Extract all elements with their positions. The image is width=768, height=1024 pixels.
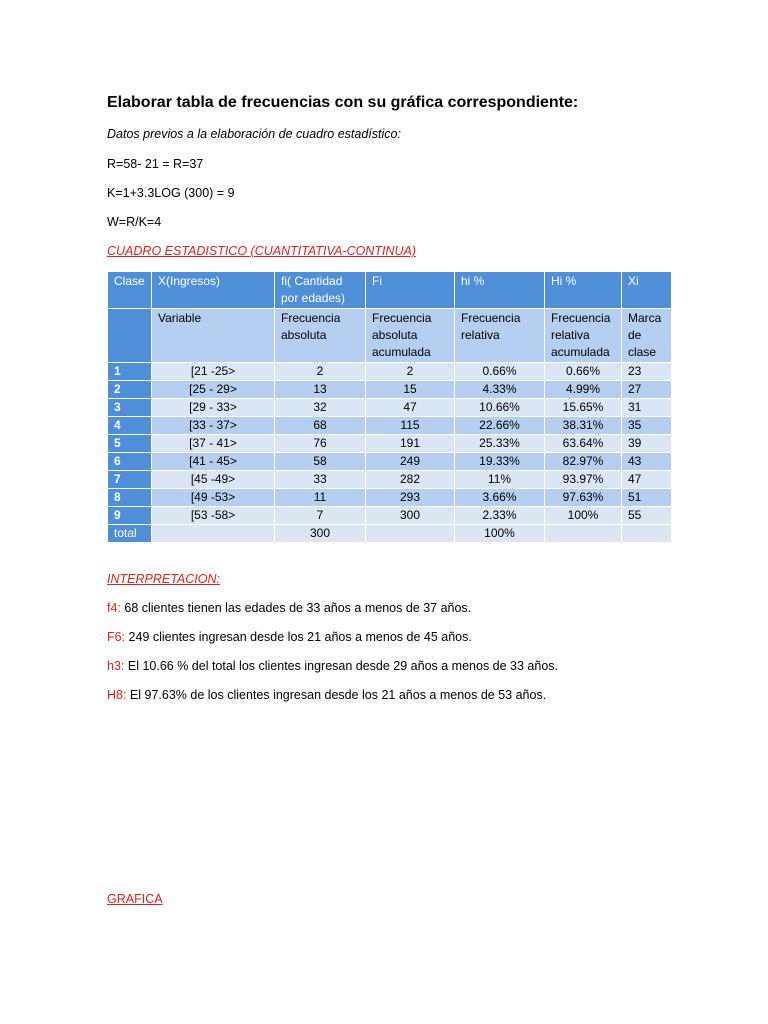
table-cell: 32 [275,399,366,417]
table-cell: [53 -58> [152,507,275,525]
table-cell: 39 [622,435,672,453]
subheader-cell: Frecuencia relativa [455,309,545,363]
header-cell: Fi [366,272,455,309]
table-cell: 33 [275,471,366,489]
table-cell: [45 -49> [152,471,275,489]
table-cell: 2 [366,363,455,381]
class-number: 1 [108,363,152,381]
total-row [108,525,672,543]
class-number: 2 [108,381,152,399]
table-cell: 0.66% [545,363,622,381]
subheader-cell: Variable [152,309,275,363]
class-number: 4 [108,417,152,435]
table-cell: 249 [366,453,455,471]
table-cell: 2.33% [455,507,545,525]
subheader-cell: Frecuencia relativa acumulada [545,309,622,363]
interpretation-item [107,630,472,644]
class-number: 8 [108,489,152,507]
table-cell: 100% [545,507,622,525]
table-cell: 293 [366,489,455,507]
table-row [108,417,672,435]
table-cell [366,525,455,543]
header-cell: Hi % [545,272,622,309]
table-cell: 7 [275,507,366,525]
interpretation-text: 249 clientes ingresan desde los 21 años a menos de 45 años. [125,630,472,644]
table-row [108,363,672,381]
table-row [108,471,672,489]
table-cell: 58 [275,453,366,471]
interpretation-key: H8: [107,688,127,702]
table-subheader-row [108,309,672,363]
total-hi: 100% [455,525,545,543]
k-formula: K=1+3.3LOG (300) = 9 [107,186,235,200]
table-cell: 10.66% [455,399,545,417]
table-cell: 63.64% [545,435,622,453]
table-cell: 115 [366,417,455,435]
interpretation-text: El 10.66 % del total los clientes ingresan desde 29 años a menos de 33 años. [124,659,559,673]
subheader-cell: Frecuencia absoluta acumulada [366,309,455,363]
table-cell: 23 [622,363,672,381]
page-title: Elaborar tabla de frecuencias con su gráfica correspondiente: [107,94,579,111]
table-cell: 97.63% [545,489,622,507]
table-cell: 47 [622,471,672,489]
table-cell: 11 [275,489,366,507]
interpretation-text: El 97.63% de los clientes ingresan desde los 21 años a menos de 53 años. [126,688,547,702]
class-number: 5 [108,435,152,453]
table-cell: 27 [622,381,672,399]
table-cell: 13 [275,381,366,399]
class-number: 7 [108,471,152,489]
interpretation-item [107,659,558,673]
table-cell: 22.66% [455,417,545,435]
table-cell: 19.33% [455,453,545,471]
table-row [108,399,672,417]
header-cell: hi % [455,272,545,309]
total-label: total [108,525,152,543]
intro-text: Datos previos a la elaboración de cuadro estadístico: [107,127,401,141]
table-cell: 31 [622,399,672,417]
interpretation-item [107,688,546,702]
class-number: 3 [108,399,152,417]
table-cell [152,525,275,543]
subheader-cell [108,309,152,363]
table-cell: 47 [366,399,455,417]
table-cell: 76 [275,435,366,453]
w-formula: W=R/K=4 [107,215,162,229]
chart-title: GRAFICA [107,892,163,906]
range-formula: R=58- 21 = R=37 [107,157,204,171]
table-row [108,381,672,399]
table-cell: 43 [622,453,672,471]
header-cell: Clase [108,272,152,309]
subheader-cell: Frecuencia absoluta [275,309,366,363]
table-cell: 282 [366,471,455,489]
table-cell: 2 [275,363,366,381]
table-cell: 15.65% [545,399,622,417]
table-row [108,489,672,507]
table-cell: 15 [366,381,455,399]
interpretation-key: f4: [107,601,121,615]
interpretation-text: 68 clientes tienen las edades de 33 años a menos de 37 años. [120,601,472,615]
table-cell: 4.33% [455,381,545,399]
table-cell: 93.97% [545,471,622,489]
table-cell: 68 [275,417,366,435]
frequency-table [107,271,672,543]
header-cell: Xi [622,272,672,309]
table-cell: 11% [455,471,545,489]
table-cell: 0.66% [455,363,545,381]
table-cell: 55 [622,507,672,525]
table-row [108,435,672,453]
table-header-row [108,272,672,309]
table-cell: [41 - 45> [152,453,275,471]
table-cell: 4.99% [545,381,622,399]
table-cell: [37 - 41> [152,435,275,453]
interpretation-item [107,601,471,615]
header-cell: X(Ingresos) [152,272,275,309]
table-cell: 35 [622,417,672,435]
header-cell: fi( Cantidad por edades) [275,272,366,309]
table-title: CUADRO ESTADISTICO (CUANTITATIVA-CONTINUA) [107,244,417,258]
interpretation-key: h3: [107,659,125,673]
table-row [108,453,672,471]
table-cell: [29 - 33> [152,399,275,417]
table-cell: [49 -53> [152,489,275,507]
total-fi: 300 [275,525,366,543]
table-cell [545,525,622,543]
table-cell: [21 -25> [152,363,275,381]
table-cell: 3.66% [455,489,545,507]
table-cell: 25.33% [455,435,545,453]
table-cell [622,525,672,543]
table-cell: 82.97% [545,453,622,471]
table-cell: [25 - 29> [152,381,275,399]
table-row [108,507,672,525]
class-number: 6 [108,453,152,471]
interpretation-title: INTERPRETACION: [107,572,220,586]
table-cell: [33 - 37> [152,417,275,435]
table-cell: 300 [366,507,455,525]
subheader-cell: Marca de clase [622,309,672,363]
interpretation-key: F6: [107,630,126,644]
table-cell: 51 [622,489,672,507]
table-cell: 191 [366,435,455,453]
class-number: 9 [108,507,152,525]
table-cell: 38.31% [545,417,622,435]
